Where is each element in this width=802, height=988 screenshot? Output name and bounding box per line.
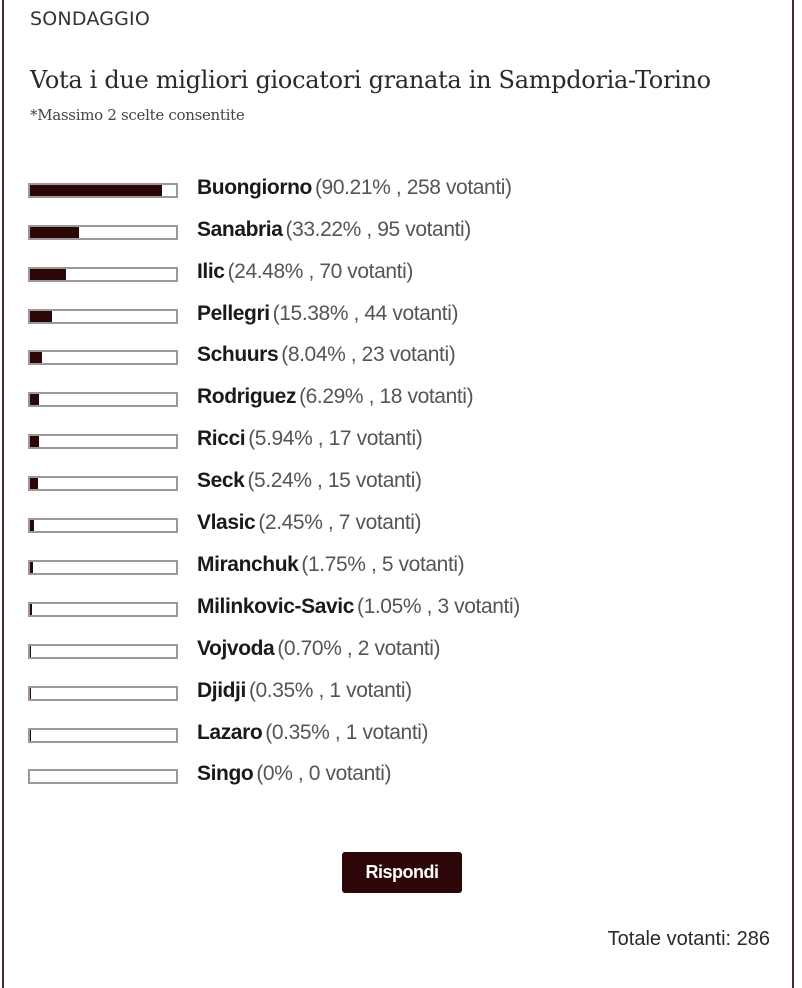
result-bar-fill: [30, 269, 66, 280]
option-stats: (5.24% , 15 votanti): [247, 469, 422, 492]
poll-option[interactable]: [4, 214, 764, 248]
option-stats: (0% , 0 votanti): [256, 762, 392, 785]
result-bar-fill: [30, 688, 31, 699]
result-bar-fill: [30, 478, 38, 489]
option-name: Schuurs: [197, 343, 279, 366]
result-bar-fill: [30, 562, 33, 573]
option-stats: (5.94% , 17 votanti): [248, 427, 423, 450]
option-label: [197, 302, 458, 326]
result-bar-fill: [30, 352, 42, 363]
poll-widget: [2, 0, 794, 988]
result-bar: [28, 434, 178, 449]
option-label: [197, 385, 473, 409]
poll-option[interactable]: [4, 256, 764, 290]
option-label: [197, 511, 421, 535]
option-name: Buongiorno: [197, 176, 312, 199]
poll-option[interactable]: [4, 758, 764, 792]
poll-option[interactable]: [4, 381, 764, 415]
option-name: Vojvoda: [197, 637, 275, 660]
result-bar-fill: [30, 436, 39, 447]
option-label: [197, 762, 391, 786]
submit-button[interactable]: Rispondi: [342, 852, 462, 893]
result-bar: [28, 309, 178, 324]
option-name: Lazaro: [197, 721, 263, 744]
poll-option[interactable]: [4, 633, 764, 667]
result-bar: [28, 728, 178, 743]
option-stats: (15.38% , 44 votanti): [272, 302, 459, 325]
option-name: Djidji: [197, 679, 246, 702]
result-bar: [28, 644, 178, 659]
option-stats: (90.21% , 258 votanti): [314, 176, 512, 199]
poll-kicker: SONDAGGIO: [30, 8, 150, 30]
option-name: Singo: [197, 762, 254, 785]
option-stats: (0.35% , 1 votanti): [265, 721, 429, 744]
option-label: [197, 553, 464, 577]
option-name: Ricci: [197, 427, 246, 450]
poll-option[interactable]: [4, 298, 764, 332]
option-stats: (1.75% , 5 votanti): [301, 553, 465, 576]
option-label: [197, 218, 471, 242]
poll-option[interactable]: [4, 591, 764, 625]
result-bar: [28, 476, 178, 491]
poll-option[interactable]: [4, 172, 764, 206]
option-label: [197, 260, 413, 284]
option-label: [197, 721, 428, 745]
result-bar-fill: [30, 311, 52, 322]
option-label: [197, 427, 422, 451]
option-stats: (24.48% , 70 votanti): [227, 260, 413, 283]
result-bar: [28, 769, 178, 784]
option-stats: (2.45% , 7 votanti): [258, 511, 422, 534]
poll-option[interactable]: [4, 465, 764, 499]
poll-option[interactable]: [4, 549, 764, 583]
option-label: [197, 679, 412, 703]
option-stats: (0.35% , 1 votanti): [248, 679, 412, 702]
result-bar: [28, 602, 178, 617]
option-stats: (6.29% , 18 votanti): [299, 385, 474, 408]
option-name: Ilic: [197, 260, 225, 283]
poll-option[interactable]: [4, 423, 764, 457]
poll-note: *Massimo 2 scelte consentite: [30, 106, 245, 124]
result-bar-fill: [30, 185, 162, 196]
result-bar: [28, 518, 178, 533]
poll-question: Vota i due migliori giocatori granata in Sampdoria-Torino: [30, 66, 711, 94]
option-label: [197, 469, 422, 493]
result-bar: [28, 686, 178, 701]
option-name: Seck: [197, 469, 245, 492]
total-votes: Totale votanti: 286: [607, 928, 770, 950]
option-stats: (33.22% , 95 votanti): [285, 218, 471, 241]
result-bar-fill: [30, 520, 34, 531]
option-name: Milinkovic-Savic: [197, 595, 354, 618]
result-bar: [28, 225, 178, 240]
option-name: Vlasic: [197, 511, 256, 534]
option-label: [197, 637, 440, 661]
option-stats: (8.04% , 23 votanti): [281, 343, 456, 366]
result-bar: [28, 267, 178, 282]
result-bar: [28, 392, 178, 407]
poll-option[interactable]: [4, 339, 764, 373]
poll-option[interactable]: [4, 717, 764, 751]
option-stats: (0.70% , 2 votanti): [277, 637, 441, 660]
result-bar-fill: [30, 730, 31, 741]
result-bar-fill: [30, 394, 39, 405]
result-bar: [28, 560, 178, 575]
option-stats: (1.05% , 3 votanti): [357, 595, 520, 618]
result-bar-fill: [30, 227, 79, 238]
option-name: Pellegri: [197, 302, 270, 325]
option-name: Miranchuk: [197, 553, 299, 576]
option-name: Rodriguez: [197, 385, 297, 408]
poll-option[interactable]: [4, 675, 764, 709]
option-label: [197, 595, 520, 619]
option-name: Sanabria: [197, 218, 283, 241]
result-bar-fill: [30, 604, 32, 615]
option-label: [197, 343, 455, 367]
result-bar: [28, 350, 178, 365]
option-label: [197, 176, 512, 200]
result-bar: [28, 183, 178, 198]
poll-option[interactable]: [4, 507, 764, 541]
result-bar-fill: [30, 646, 31, 657]
